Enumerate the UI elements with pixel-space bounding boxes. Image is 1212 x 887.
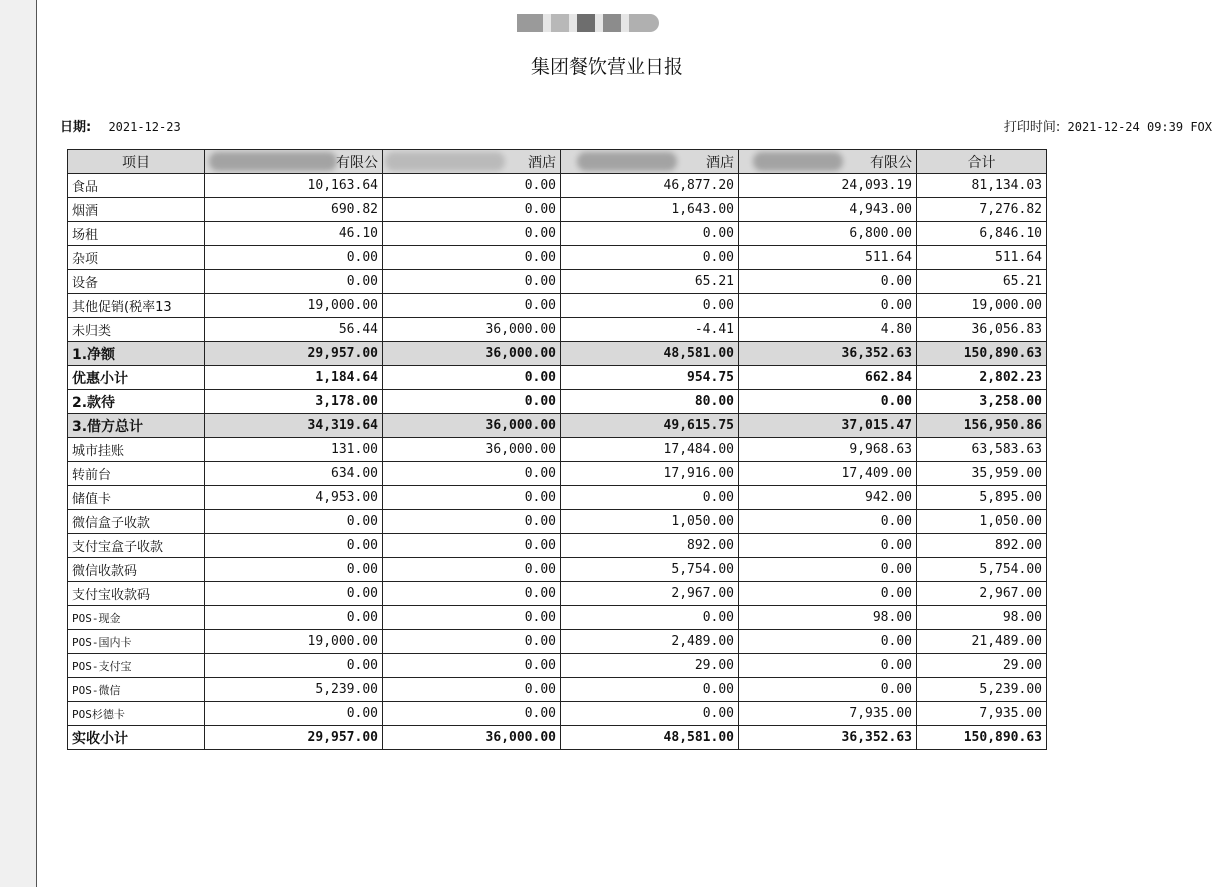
row-value-cell: 48,581.00: [561, 726, 739, 750]
row-total-cell: 3,258.00: [917, 390, 1047, 414]
row-value-cell: 36,352.63: [739, 342, 917, 366]
row-item-label: 储值卡: [68, 486, 205, 510]
row-total-cell: 36,056.83: [917, 318, 1047, 342]
row-value-cell: 0.00: [205, 270, 383, 294]
row-total-cell: 2,967.00: [917, 582, 1047, 606]
row-item-label: 转前台: [68, 462, 205, 486]
header-store-1: 有限公: [205, 150, 383, 174]
header-store-2: 酒店: [383, 150, 561, 174]
row-value-cell: 0.00: [383, 510, 561, 534]
table-row: [68, 630, 1047, 654]
row-value-cell: 36,000.00: [383, 414, 561, 438]
row-item-label: 优惠小计: [68, 366, 205, 390]
row-item-label: 3.借方总计: [68, 414, 205, 438]
header-item: 项目: [68, 150, 205, 174]
row-item-label: 城市挂账: [68, 438, 205, 462]
row-value-cell: 0.00: [561, 606, 739, 630]
row-item-label: 食品: [68, 174, 205, 198]
row-item-label: POS-支付宝: [68, 654, 205, 678]
row-total-cell: 892.00: [917, 534, 1047, 558]
row-item-label: POS-微信: [68, 678, 205, 702]
table-row: [68, 606, 1047, 630]
daily-report-table: [67, 149, 1047, 750]
row-total-cell: 6,846.10: [917, 222, 1047, 246]
row-value-cell: 0.00: [383, 606, 561, 630]
row-value-cell: 46.10: [205, 222, 383, 246]
row-item-label: 杂项: [68, 246, 205, 270]
row-value-cell: 131.00: [205, 438, 383, 462]
row-item-label: 未归类: [68, 318, 205, 342]
row-item-label: 设备: [68, 270, 205, 294]
row-value-cell: 24,093.19: [739, 174, 917, 198]
row-item-label: 其他促销(税率13: [68, 294, 205, 318]
table-row: [68, 342, 1047, 366]
row-value-cell: 0.00: [205, 582, 383, 606]
table-row: [68, 438, 1047, 462]
left-margin-strip: [0, 0, 37, 887]
table-row: [68, 414, 1047, 438]
row-value-cell: 80.00: [561, 390, 739, 414]
row-value-cell: 942.00: [739, 486, 917, 510]
row-value-cell: 98.00: [739, 606, 917, 630]
row-value-cell: 0.00: [383, 654, 561, 678]
row-value-cell: 0.00: [383, 462, 561, 486]
row-total-cell: 21,489.00: [917, 630, 1047, 654]
row-value-cell: 29.00: [561, 654, 739, 678]
row-item-label: POS杉德卡: [68, 702, 205, 726]
row-value-cell: 17,484.00: [561, 438, 739, 462]
row-value-cell: 0.00: [205, 654, 383, 678]
row-value-cell: 0.00: [739, 678, 917, 702]
row-value-cell: 0.00: [383, 198, 561, 222]
row-value-cell: 0.00: [383, 630, 561, 654]
row-value-cell: 4,943.00: [739, 198, 917, 222]
table-row: [68, 198, 1047, 222]
print-time-value: 2021-12-24 09:39 FOX: [1067, 120, 1212, 134]
row-value-cell: 0.00: [383, 246, 561, 270]
row-value-cell: 0.00: [205, 246, 383, 270]
row-value-cell: 17,916.00: [561, 462, 739, 486]
table-row: [68, 246, 1047, 270]
row-value-cell: 0.00: [205, 702, 383, 726]
row-value-cell: 46,877.20: [561, 174, 739, 198]
header-total: 合计: [917, 150, 1047, 174]
row-value-cell: 0.00: [561, 486, 739, 510]
date-value: 2021-12-23: [108, 120, 181, 134]
row-value-cell: 36,000.00: [383, 726, 561, 750]
row-value-cell: 0.00: [383, 222, 561, 246]
row-value-cell: 29,957.00: [205, 726, 383, 750]
row-value-cell: 0.00: [383, 534, 561, 558]
row-value-cell: 4.80: [739, 318, 917, 342]
row-item-label: 2.款待: [68, 390, 205, 414]
table-row: [68, 318, 1047, 342]
row-value-cell: 0.00: [383, 270, 561, 294]
row-total-cell: 19,000.00: [917, 294, 1047, 318]
row-value-cell: 0.00: [561, 222, 739, 246]
row-total-cell: 81,134.03: [917, 174, 1047, 198]
row-value-cell: 0.00: [205, 510, 383, 534]
row-value-cell: 0.00: [739, 654, 917, 678]
row-item-label: POS-现金: [68, 606, 205, 630]
row-value-cell: 0.00: [739, 270, 917, 294]
row-value-cell: 0.00: [383, 294, 561, 318]
row-value-cell: 0.00: [739, 534, 917, 558]
row-value-cell: 0.00: [561, 702, 739, 726]
table-header-row: [68, 150, 1047, 174]
row-total-cell: 5,239.00: [917, 678, 1047, 702]
table-row: [68, 366, 1047, 390]
row-value-cell: 0.00: [561, 678, 739, 702]
row-value-cell: 954.75: [561, 366, 739, 390]
row-item-label: 支付宝收款码: [68, 582, 205, 606]
header-store-4: 有限公: [739, 150, 917, 174]
row-value-cell: 0.00: [383, 678, 561, 702]
report-page: [37, 0, 1212, 887]
row-total-cell: 1,050.00: [917, 510, 1047, 534]
row-value-cell: 7,935.00: [739, 702, 917, 726]
table-row: [68, 270, 1047, 294]
row-value-cell: 1,184.64: [205, 366, 383, 390]
row-value-cell: 36,352.63: [739, 726, 917, 750]
row-value-cell: 0.00: [383, 702, 561, 726]
row-value-cell: 9,968.63: [739, 438, 917, 462]
row-item-label: 支付宝盒子收款: [68, 534, 205, 558]
row-value-cell: 0.00: [739, 630, 917, 654]
row-value-cell: 29,957.00: [205, 342, 383, 366]
table-row: [68, 582, 1047, 606]
row-item-label: 微信收款码: [68, 558, 205, 582]
table-row: [68, 726, 1047, 750]
row-value-cell: 5,754.00: [561, 558, 739, 582]
row-value-cell: 0.00: [205, 606, 383, 630]
row-total-cell: 35,959.00: [917, 462, 1047, 486]
table-row: [68, 534, 1047, 558]
row-value-cell: 4,953.00: [205, 486, 383, 510]
row-total-cell: 65.21: [917, 270, 1047, 294]
row-total-cell: 29.00: [917, 654, 1047, 678]
row-value-cell: 2,967.00: [561, 582, 739, 606]
row-total-cell: 5,895.00: [917, 486, 1047, 510]
row-item-label: 微信盒子收款: [68, 510, 205, 534]
row-value-cell: 49,615.75: [561, 414, 739, 438]
table-row: [68, 558, 1047, 582]
row-total-cell: 2,802.23: [917, 366, 1047, 390]
row-value-cell: 48,581.00: [561, 342, 739, 366]
row-total-cell: 7,276.82: [917, 198, 1047, 222]
row-total-cell: 511.64: [917, 246, 1047, 270]
row-value-cell: 19,000.00: [205, 294, 383, 318]
row-value-cell: 17,409.00: [739, 462, 917, 486]
row-value-cell: 19,000.00: [205, 630, 383, 654]
row-total-cell: 98.00: [917, 606, 1047, 630]
row-value-cell: 37,015.47: [739, 414, 917, 438]
table-row: [68, 294, 1047, 318]
row-value-cell: 0.00: [205, 534, 383, 558]
row-value-cell: 662.84: [739, 366, 917, 390]
row-value-cell: 10,163.64: [205, 174, 383, 198]
row-value-cell: 0.00: [383, 558, 561, 582]
redacted-company-name: [517, 14, 699, 32]
table-row: [68, 486, 1047, 510]
row-value-cell: 0.00: [561, 294, 739, 318]
row-value-cell: 0.00: [739, 558, 917, 582]
row-value-cell: 690.82: [205, 198, 383, 222]
table-row: [68, 678, 1047, 702]
table-row: [68, 222, 1047, 246]
row-total-cell: 7,935.00: [917, 702, 1047, 726]
row-value-cell: 34,319.64: [205, 414, 383, 438]
table-row: [68, 462, 1047, 486]
row-item-label: 实收小计: [68, 726, 205, 750]
row-value-cell: 36,000.00: [383, 438, 561, 462]
row-value-cell: 1,643.00: [561, 198, 739, 222]
date-label: 日期:: [60, 120, 92, 135]
row-value-cell: 1,050.00: [561, 510, 739, 534]
row-item-label: 烟酒: [68, 198, 205, 222]
row-total-cell: 150,890.63: [917, 726, 1047, 750]
report-meta: [60, 116, 1212, 135]
table-row: [68, 510, 1047, 534]
row-total-cell: 156,950.86: [917, 414, 1047, 438]
row-value-cell: 892.00: [561, 534, 739, 558]
row-value-cell: 0.00: [739, 390, 917, 414]
print-time: [1004, 116, 1212, 135]
table-row: [68, 174, 1047, 198]
row-total-cell: 150,890.63: [917, 342, 1047, 366]
row-value-cell: 0.00: [561, 246, 739, 270]
row-value-cell: 511.64: [739, 246, 917, 270]
row-value-cell: 56.44: [205, 318, 383, 342]
row-value-cell: 5,239.00: [205, 678, 383, 702]
row-value-cell: 0.00: [205, 558, 383, 582]
row-item-label: 场租: [68, 222, 205, 246]
row-value-cell: 36,000.00: [383, 342, 561, 366]
row-value-cell: 36,000.00: [383, 318, 561, 342]
row-value-cell: 3,178.00: [205, 390, 383, 414]
row-total-cell: 5,754.00: [917, 558, 1047, 582]
row-value-cell: 65.21: [561, 270, 739, 294]
row-value-cell: 0.00: [383, 390, 561, 414]
row-value-cell: 0.00: [739, 510, 917, 534]
table-row: [68, 702, 1047, 726]
report-title: 集团餐饮营业日报: [530, 56, 683, 78]
row-value-cell: 0.00: [383, 582, 561, 606]
row-value-cell: 634.00: [205, 462, 383, 486]
row-value-cell: 0.00: [739, 582, 917, 606]
header-store-3: 酒店: [561, 150, 739, 174]
table-row: [68, 390, 1047, 414]
print-time-label: 打印时间:: [1003, 120, 1061, 135]
row-item-label: POS-国内卡: [68, 630, 205, 654]
row-value-cell: 0.00: [383, 366, 561, 390]
row-value-cell: 0.00: [383, 486, 561, 510]
row-total-cell: 63,583.63: [917, 438, 1047, 462]
row-value-cell: -4.41: [561, 318, 739, 342]
table-row: [68, 654, 1047, 678]
row-value-cell: 6,800.00: [739, 222, 917, 246]
row-value-cell: 0.00: [739, 294, 917, 318]
row-value-cell: 0.00: [383, 174, 561, 198]
row-item-label: 1.净额: [68, 342, 205, 366]
row-value-cell: 2,489.00: [561, 630, 739, 654]
